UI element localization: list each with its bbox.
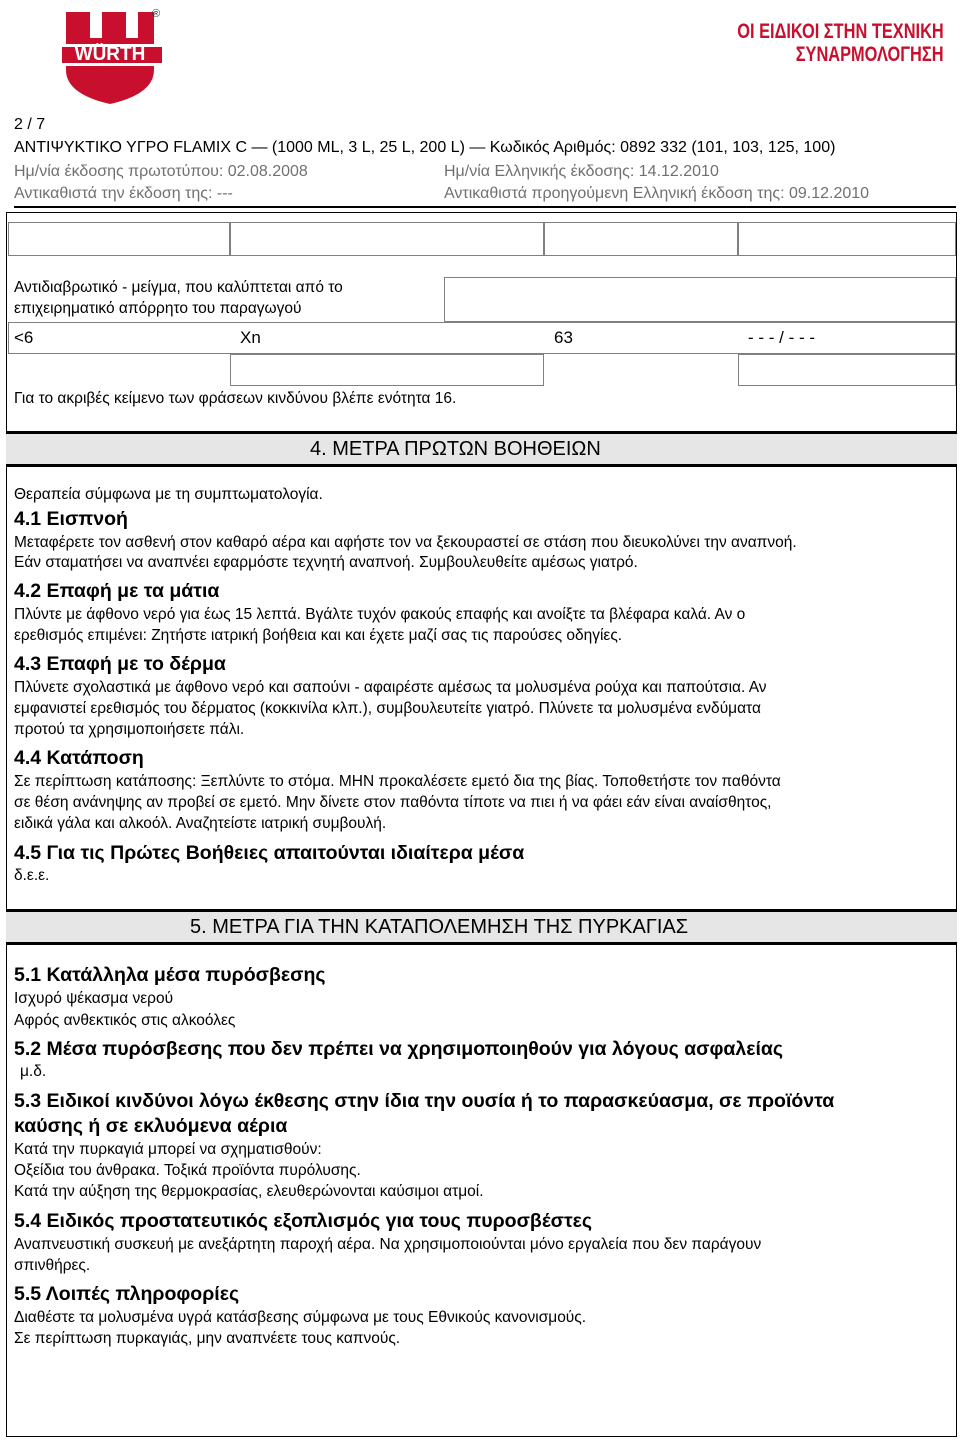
other-classification: - - - / - - - (748, 328, 816, 347)
section-4-2-text: ερεθισμός επιμένει: Ζητήστε ιατρική βοήθεια και και έχετε μαζί σας τις παρούσες οδηγίες. (14, 627, 623, 644)
table-cell (230, 354, 544, 386)
section-5-2-title: 5.2 Μέσα πυρόσβεσης που δεν πρέπει να χρησιμοποιηθούν για λόγους ασφαλείας (14, 1038, 784, 1060)
section-5-3-title: καύσης ή σε εκλυόμενα αέρια (14, 1115, 288, 1137)
logo-text: WÜRTH (74, 44, 146, 65)
slogan-line1: ΟΙ ΕΙΔΙΚΟΙ ΣΤΗΝ ΤΕΧΝΙΚΗ (737, 20, 944, 43)
table-cell (738, 354, 956, 386)
section-5-3-title: 5.3 Ειδικοί κινδύνοι λόγω έκθεσης στην ίδια την ουσία ή το παρασκεύασμα, σε προϊόντα (14, 1090, 835, 1112)
risk-phrase-note: Για το ακριβές κείμενο των φράσεων κινδύνου βλέπε ενότητα 16. (14, 390, 457, 407)
replaces-greek-version: Αντικαθιστά προηγούμενη Ελληνική έκδοση της: 09.12.2010 (444, 185, 870, 202)
section-4-3-text: εμφανιστεί ερεθισμός του δέρματος (κοκκινίλα κλπ.), συμβουλευτείτε γιατρό. Πλύνετε τα μολυσμένα ενδύματα (14, 700, 761, 717)
table-cell (230, 222, 544, 256)
section-4-4-text: ειδικά γάλα και αλκοόλ. Αναζητείστε ιατρική συμβουλή. (14, 815, 387, 832)
section-5-5-text: Διαθέστε τα μολυσμένα υγρά κατάσβεσης σύμφωνα με τους Εθνικούς κανονισμούς. (14, 1309, 587, 1326)
section-4-3-title: 4.3 Επαφή με το δέρμα (14, 653, 226, 675)
section-4-intro: Θεραπεία σύμφωνα με τη συμπτωματολογία. (14, 486, 323, 503)
section-4-1-title: 4.1 Εισπνοή (14, 508, 128, 530)
section-4-4-title: 4.4 Κατάποση (14, 747, 144, 769)
section-5-4-text: σπινθήρες. (14, 1257, 91, 1274)
section-4-3-text: προτού τα χρησιμοποιήσετε πάλι. (14, 721, 245, 738)
section-5-2-text: μ.δ. (20, 1063, 47, 1080)
section-5-3-text: Κατά την πυρκαγιά μπορεί να σχηματισθούν: (14, 1141, 322, 1158)
page-number: 2 / 7 (14, 116, 46, 133)
component-name: Αντιδιαβρωτικό - μείγμα, που καλύπτεται από το (14, 279, 343, 296)
section-4-2-text: Πλύντε με άφθονο νερό για έως 15 λεπτά. Βγάλτε τυχόν φακούς επαφής και ανοίξτε τα βλέφαρα καλά. Αν ο (14, 606, 746, 623)
section-4-1-text: Μεταφέρετε τον ασθενή στον καθαρό αέρα και αφήστε τον να ξεκουραστεί σε στάση που διευκολύνει την αναπνοή. (14, 534, 797, 551)
table-cell (544, 222, 738, 256)
section-4-5-title: 4.5 Για τις Πρώτες Βοήθειες απαιτούνται ιδιαίτερα μέσα (14, 842, 525, 864)
section-5-5-text: Σε περίπτωση πυρκαγιάς, μην αναπνέετε τους καπνούς. (14, 1330, 401, 1347)
section-4-3-text: Πλύνετε σχολαστικά με άφθονο νερό και σαπούνι - αφαιρέστε αμέσως τα μολυσμένα ρούχα και παπούτσια. Αν (14, 679, 767, 696)
section-5-1-title: 5.1 Κατάλληλα μέσα πυρόσβεσης (14, 964, 326, 986)
section-4-1-text: Εάν σταματήσει να αναπνέει εφαρμόστε τεχνητή αναπνοή. Συμβουλευθείτε αμέσως γιατρό. (14, 554, 638, 571)
section-5-1-text: Αφρός ανθεκτικός στις αλκοόλες (14, 1012, 236, 1029)
registered-mark: ® (152, 8, 161, 20)
section-5-3-text: Οξείδια του άνθρακα. Τοξικά προϊόντα πυρόλυσης. (14, 1162, 361, 1179)
concentration-value: <6 (14, 328, 34, 347)
section-4-5-text: δ.ε.ε. (14, 867, 50, 884)
section-5-1-text: Ισχυρό ψέκασμα νερού (14, 990, 174, 1007)
section-5-5-title: 5.5 Λοιπές πληροφορίες (14, 1283, 240, 1305)
component-name-line2: επιχειρηματικό απόρρητο του παραγωγού (14, 300, 302, 317)
replaces-version: Αντικαθιστά την έκδοση της: --- (14, 185, 233, 202)
table-cell (444, 277, 956, 322)
section-4-2-title: 4.2 Επαφή με τα μάτια (14, 580, 220, 602)
risk-phrase: 63 (554, 328, 573, 347)
product-line: ΑΝΤΙΨΥΚΤΙΚΟ ΥΓΡΟ FLAMIX C — (1000 ML, 3 L, 25 L, 200 L) — Κωδικός Αριθμός: 0892 332 (101, 103, 125, 100) (14, 139, 836, 156)
greek-issue-date: Ημ/νία Ελληνικής έκδοσης: 14.12.2010 (444, 163, 719, 180)
table-cell (738, 222, 956, 256)
slogan-line2: ΣΥΝΑΡΜΟΛΟΓΗΣΗ (796, 43, 944, 66)
classification-symbol: Xn (240, 328, 261, 347)
section-4-4-text: Σε περίπτωση κατάποσης: Ξεπλύντε το στόμα. ΜΗΝ προκαλέσετε εμετό δια της βίας. Τοποθετήστε τον παθόντα (14, 773, 781, 790)
section-4-4-text: σε θέση ανάνηψης αν προβεί σε εμετό. Μην δίνετε στον παθόντα τίποτε να πιει ή να φάει εάν είναι αναίσθητος, (14, 794, 772, 811)
section-5-3-text: Κατά την αύξηση της θερμοκρασίας, ελευθερώνονται καύσιμοι ατμοί. (14, 1183, 484, 1200)
section-5-4-text: Αναπνευστική συσκευή με ανεξάρτητη παροχή αέρα. Να χρησιμοποιούνται μόνο εργαλεία που δεν παράγουν (14, 1236, 762, 1253)
wurth-logo (62, 8, 166, 106)
table-cell (8, 222, 230, 256)
header-divider (14, 206, 956, 208)
original-issue-date: Ημ/νία έκδοσης πρωτοτύπου: 02.08.2008 (14, 163, 308, 180)
section-4-title: 4. ΜΕΤΡΑ ΠΡΩΤΩΝ ΒΟΗΘΕΙΩΝ (310, 438, 601, 460)
section-5-4-title: 5.4 Ειδικός προστατευτικός εξοπλισμός για τους πυροσβέστες (14, 1210, 593, 1232)
section-5-title: 5. ΜΕΤΡΑ ΓΙΑ ΤΗΝ ΚΑΤΑΠΟΛΕΜΗΣΗ ΤΗΣ ΠΥΡΚΑΓΙΑΣ (190, 916, 689, 938)
